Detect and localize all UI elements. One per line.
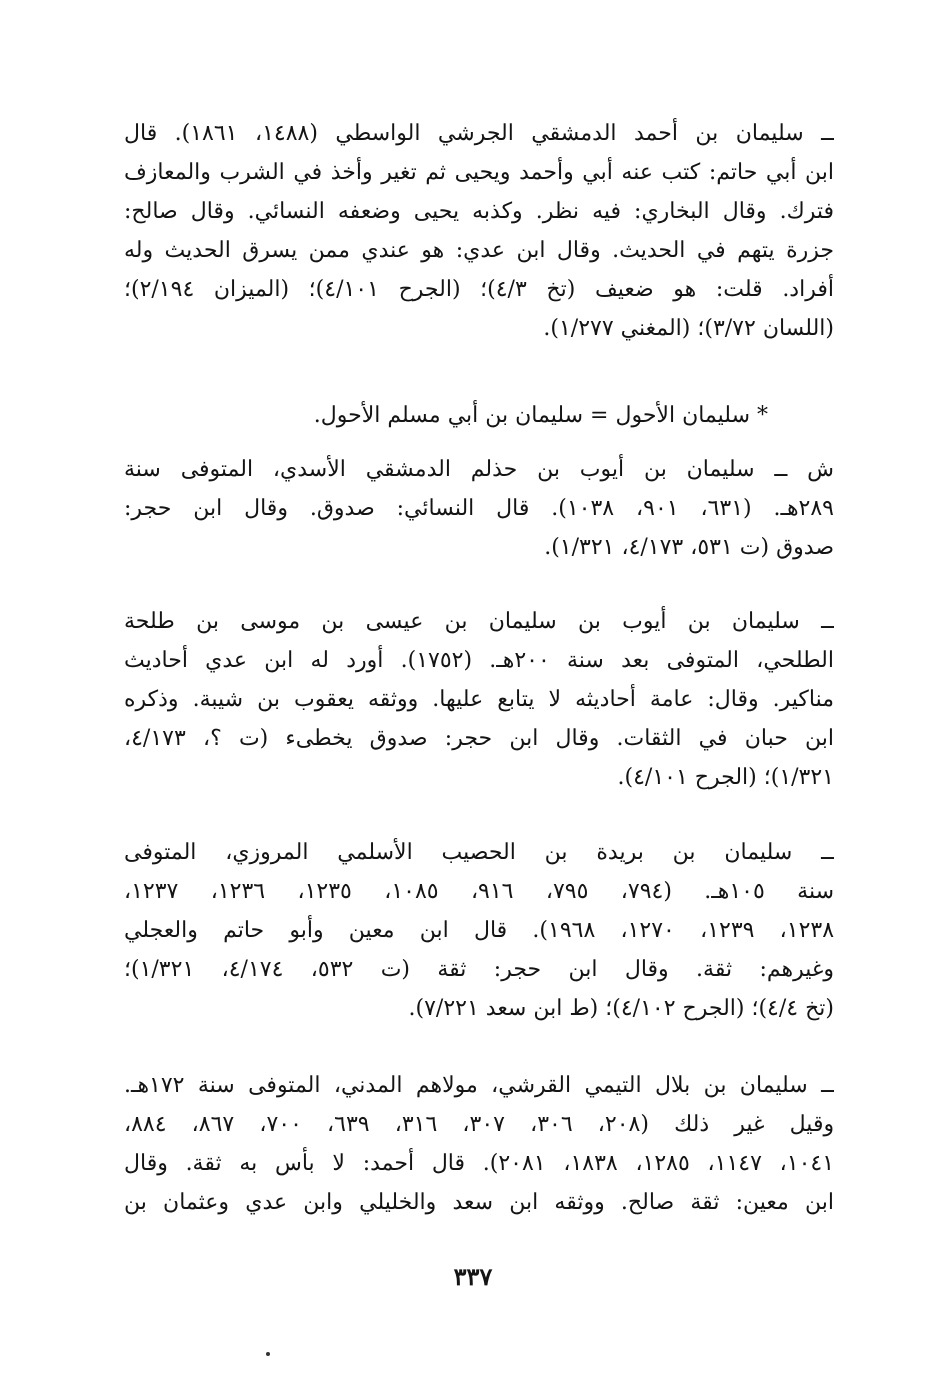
text-line: الطلحي، المتوفى بعد سنة ٢٠٠هـ. (١٧٥٢). أورد له ابن عدي أحاديث: [124, 648, 834, 673]
text-line: (اللسان ٣/٧٢)؛ (المغني ١/٢٧٧).: [543, 316, 834, 341]
text-line: فترك. وقال البخاري: فيه نظر. وكذبه يحيى وضعفه النسائي. وقال صالح:: [124, 199, 834, 224]
page-number: ٣٣٧: [453, 1262, 493, 1291]
text-line: أفراد. قلت: هو ضعيف (تخ ٤/٣)؛ (الجرح ٤/١٠١)؛ (الميزان ٢/١٩٤)؛: [124, 277, 834, 302]
entry-sulayman-ibn-ayyub-ibn-hadhlam: [124, 450, 834, 567]
text-line: ابن أبي حاتم: كتب عنه أبي وأحمد ويحيى ثم تغير وأخذ في الشرب والمعازف: [124, 160, 834, 185]
entry-sulayman-ibn-ayyub-al-talhi: [124, 602, 834, 797]
text-line: (تخ ٤/٤)؛ (الجرح ٤/١٠٢)؛ (ط ابن سعد ٧/٢٢١).: [408, 996, 834, 1021]
text-line: مناكير. وقال: عامة أحاديثه لا يتابع عليها. ووثقه يعقوب بن شيبة. وذكره: [124, 687, 834, 712]
text-line: وغيرهم: ثقة. وقال ابن حجر: ثقة (ت ٥٣٢، ٤/١٧٤، ١/٣٢١)؛: [124, 957, 834, 982]
text-line: ١٢٣٨، ١٢٣٩، ١٢٧٠، ١٩٦٨). قال ابن معين وأبو حاتم والعجلي: [124, 918, 834, 943]
text-line: * سليمان الأحول = سليمان بن أبي مسلم الأحول.: [313, 403, 768, 428]
cross-reference-sulayman-al-ahwal: [124, 396, 768, 435]
text-line: ١/٣٢١)؛ (الجرح ٤/١٠١).: [617, 765, 834, 790]
text-line: ــ سليمان بن أيوب بن سليمان بن عيسى بن موسى بن طلحة: [124, 609, 834, 634]
text-line: ــ سليمان بن بريدة بن الحصيب الأسلمي المروزي، المتوفى: [124, 840, 834, 865]
text-line: صدوق (ت ٥٣١، ٤/١٧٣، ١/٣٢١).: [544, 535, 834, 560]
text-line: ابن حبان في الثقات. وقال ابن حجر: صدوق يخطىء (ت ؟، ٤/١٧٣،: [124, 726, 834, 751]
text-line: ١٠٤١، ١١٤٧، ١٢٨٥، ١٨٣٨، ٢٠٨١). قال أحمد: لا بأس به ثقة. وقال: [124, 1151, 834, 1176]
text-line: ابن معين: ثقة صالح. ووثقه ابن سعد والخليلي وابن عدي وعثمان بن: [124, 1190, 834, 1215]
entry-sulayman-ibn-ahmad: [124, 114, 834, 348]
text-line: ٢٨٩هـ. (٦٣١، ٩٠١، ١٠٣٨). قال النسائي: صدوق. وقال ابن حجر:: [124, 496, 834, 521]
text-line: ــ سليمان بن بلال التيمي القرشي، مولاهم المدني، المتوفى سنة ١٧٢هـ.: [124, 1073, 834, 1098]
text-line: جزرة يتهم في الحديث. وقال ابن عدي: هو عندي ممن يسرق الحديث وله: [124, 238, 834, 263]
entry-sulayman-ibn-burayda: [124, 833, 834, 1028]
text-line: وقيل غير ذلك (٢٠٨، ٣٠٦، ٣٠٧، ٣١٦، ٦٣٩، ٧٠٠، ٨٦٧، ٨٨٤،: [124, 1112, 834, 1137]
text-line: ــ سليمان بن أحمد الدمشقي الجرشي الواسطي (١٤٨٨، ١٨٦١). قال: [124, 121, 834, 146]
scan-speck: [266, 1352, 270, 1356]
text-line: ش ــ سليمان بن أيوب بن حذلم الدمشقي الأسدي، المتوفى سنة: [124, 457, 834, 482]
entry-sulayman-ibn-bilal: [124, 1066, 834, 1222]
text-line: سنة ١٠٥هـ. (٧٩٤، ٧٩٥، ٩١٦، ١٠٨٥، ١٢٣٥، ١٢٣٦، ١٢٣٧،: [124, 879, 834, 904]
